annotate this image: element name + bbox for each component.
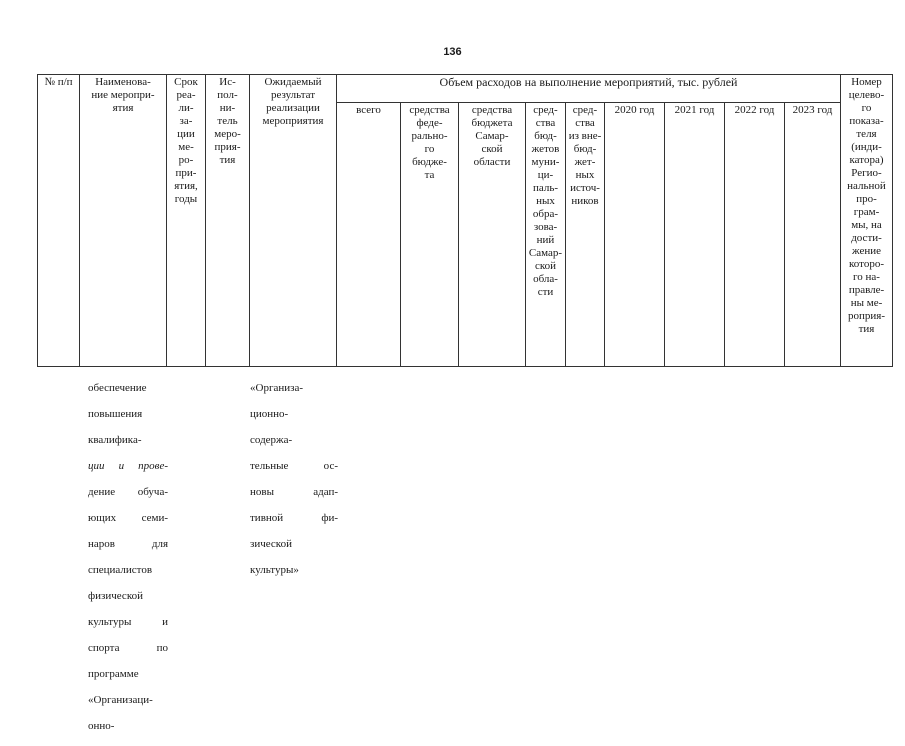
activity-line: повышения xyxy=(88,408,143,420)
activity-line: ющих семи- xyxy=(88,512,168,524)
header-year-2021: 2021 год xyxy=(665,103,725,367)
continuation-result-text xyxy=(250,369,338,590)
activity-line: дение обуча- xyxy=(88,486,168,498)
result-line: новы адап- xyxy=(250,486,338,498)
activity-line: физической xyxy=(88,590,143,602)
header-regional-budget: средства бюджета Самар- ской области xyxy=(459,103,526,367)
result-line: «Организа- xyxy=(250,382,304,394)
activity-line: обеспечение xyxy=(88,382,147,394)
header-year-2020: 2020 год xyxy=(605,103,665,367)
expenses-table xyxy=(37,74,893,367)
header-expenses-group: Объем расходов на выполнение мероприятий, тыс. рублей xyxy=(337,75,841,103)
result-line: культуры» xyxy=(250,564,299,576)
activity-line: специалистов xyxy=(88,564,153,576)
header-federal-budget: средства феде- рально- го бюдже- та xyxy=(401,103,459,367)
activity-line: онно- xyxy=(88,720,115,732)
activity-line: программе xyxy=(88,668,139,680)
header-extrabudget: сред- ства из вне- бюд- жет- ных источ- ников xyxy=(566,103,605,367)
header-deadline: Срок реа- ли- за- ции ме- ро- при- ятия, годы xyxy=(167,75,206,367)
result-line: зической xyxy=(250,538,292,550)
page-number: 136 xyxy=(443,46,462,58)
header-year-2023: 2023 год xyxy=(785,103,841,367)
header-expected-result: Ожидаемый результат реализации мероприятия xyxy=(250,75,337,367)
activity-line: наров для xyxy=(88,538,168,550)
result-line: тивной фи- xyxy=(250,512,338,524)
header-municipal-budget: сред- ства бюд- жетов муни- ци- паль- ных обра- зова- ний Самар- ской обла- сти xyxy=(526,103,566,367)
header-executor: Ис- пол- ни- тель меро- прия- тия xyxy=(206,75,250,367)
activity-line: спорта по xyxy=(88,642,168,654)
header-indicator-number: Номер целево- го показа- теля (инди- катора) Регио- нальной про- грам- мы, на дости- жение которо- го на- правле- ны ме- роприя- тия xyxy=(841,75,893,367)
continuation-activity-text xyxy=(88,369,168,746)
activity-line: культуры и xyxy=(88,616,168,628)
header-total: всего xyxy=(337,103,401,367)
activity-line: ции и прове- xyxy=(88,460,168,472)
result-line: ционно- xyxy=(250,408,289,420)
activity-line: квалифика- xyxy=(88,434,142,446)
activity-line: «Организаци- xyxy=(88,694,153,706)
header-activity-name: Наименова- ние меропри- ятия xyxy=(80,75,167,367)
header-num: № п/п xyxy=(38,75,80,367)
result-line: тельные ос- xyxy=(250,460,338,472)
header-year-2022: 2022 год xyxy=(725,103,785,367)
result-line: содержа- xyxy=(250,434,293,446)
